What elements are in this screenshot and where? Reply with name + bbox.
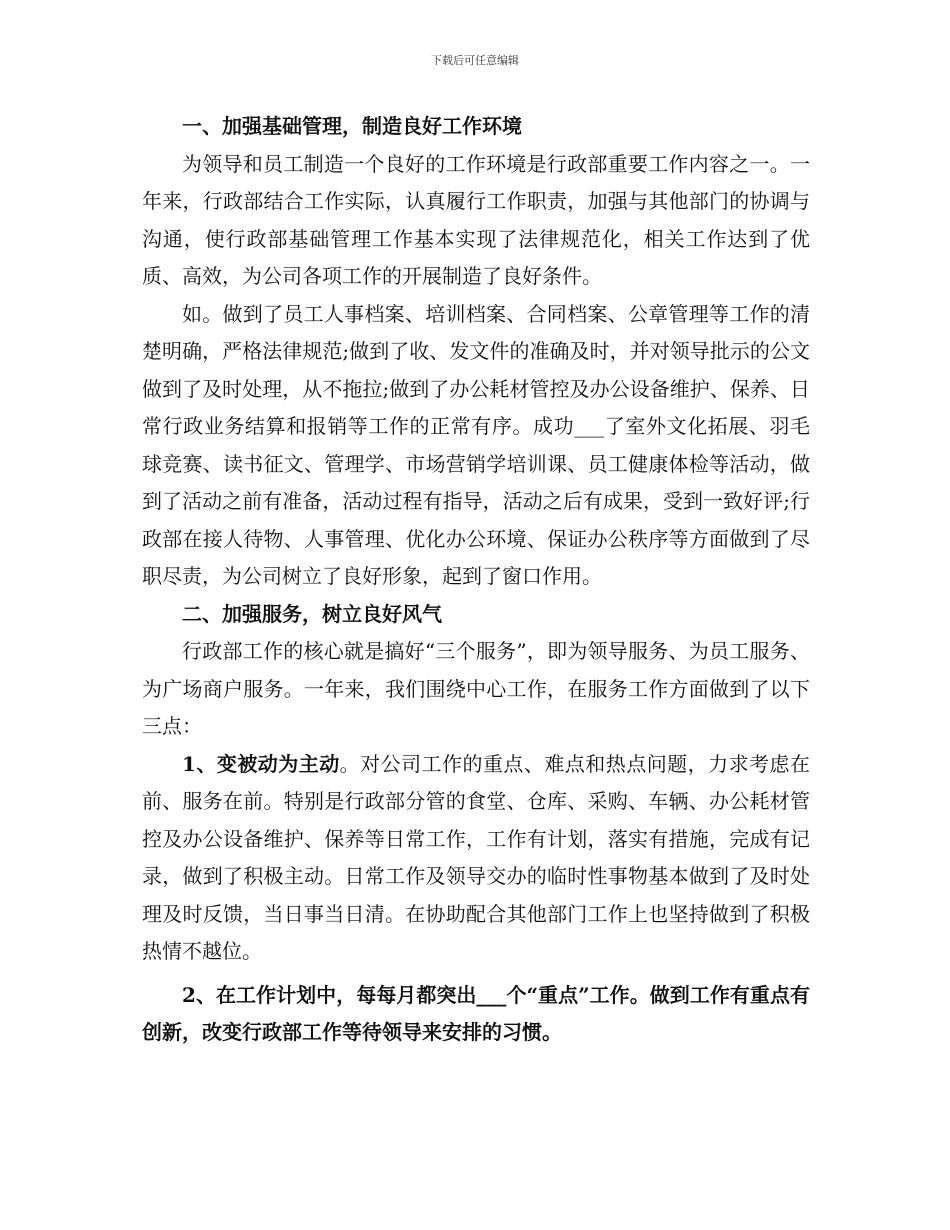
section-2-item-2: 2、在工作计划中，每每月都突出___个“重点”工作。做到工作有重点有创新，改变行政部工作等待领导来安排的习惯。 bbox=[142, 982, 810, 1044]
item-1-text: 。对公司工作的重点、难点和热点问题，力求考虑在前、服务在前。特别是行政部分管的食堂、仓库、采购、车辆、办公耗材管控及办公设备维护、保养等日常工作，工作有计划，落实有措施，完成有记录，做到了积极主动。日常工作及领导交办的临时性事物基本做到了及时处理及时反馈，当日事当日清。在协助配合其他部门工作上也坚持做到了积极热情不越位。 bbox=[142, 751, 810, 963]
document-body bbox=[142, 108, 810, 1052]
item-1-lead: 1、变被动为主动 bbox=[182, 751, 340, 776]
page-header: 下载后可任意编辑 bbox=[431, 54, 519, 67]
section-2-title: 二、加强服务，树立良好风气 bbox=[182, 601, 442, 626]
section-1-paragraph-2: 如。做到了员工人事档案、培训档案、合同档案、公章管理等工作的清楚明确，严格法律规范;做到了收、发文件的准确及时，并对领导批示的公文做到了及时处理，从不拖拉;做到了办公耗材管控及办公设备维护、保养、日常行政业务结算和报销等工作的正常有序。成功___了室外文化拓展、羽毛球竞赛、读书征文、管理学、市场营销学培训课、员工健康体检等活动，做到了活动之前有准备，活动过程有指导，活动之后有成果，受到一致好评;行政部在接人待物、人事管理、优化办公环境、保证办公秩序等方面做到了尽职尽责，为公司树立了良好形象，起到了窗口作用。 bbox=[142, 301, 810, 588]
section-2-item-1 bbox=[142, 746, 810, 971]
section-1-paragraph-1: 为领导和员工制造一个良好的工作环境是行政部重要工作内容之一。一年来，行政部结合工作实际，认真履行工作职责，加强与其他部门的协调与沟通，使行政部基础管理工作基本实现了法律规范化，相关工作达到了优质、高效，为公司各项工作的开展制造了良好条件。 bbox=[142, 151, 810, 288]
section-1-title: 一、加强基础管理，制造良好工作环境 bbox=[182, 114, 522, 138]
section-2-paragraph-1: 行政部工作的核心就是搞好“三个服务”，即为领导服务、为员工服务、为广场商户服务。一年来，我们围绕中心工作，在服务工作方面做到了以下三点： bbox=[142, 639, 810, 738]
